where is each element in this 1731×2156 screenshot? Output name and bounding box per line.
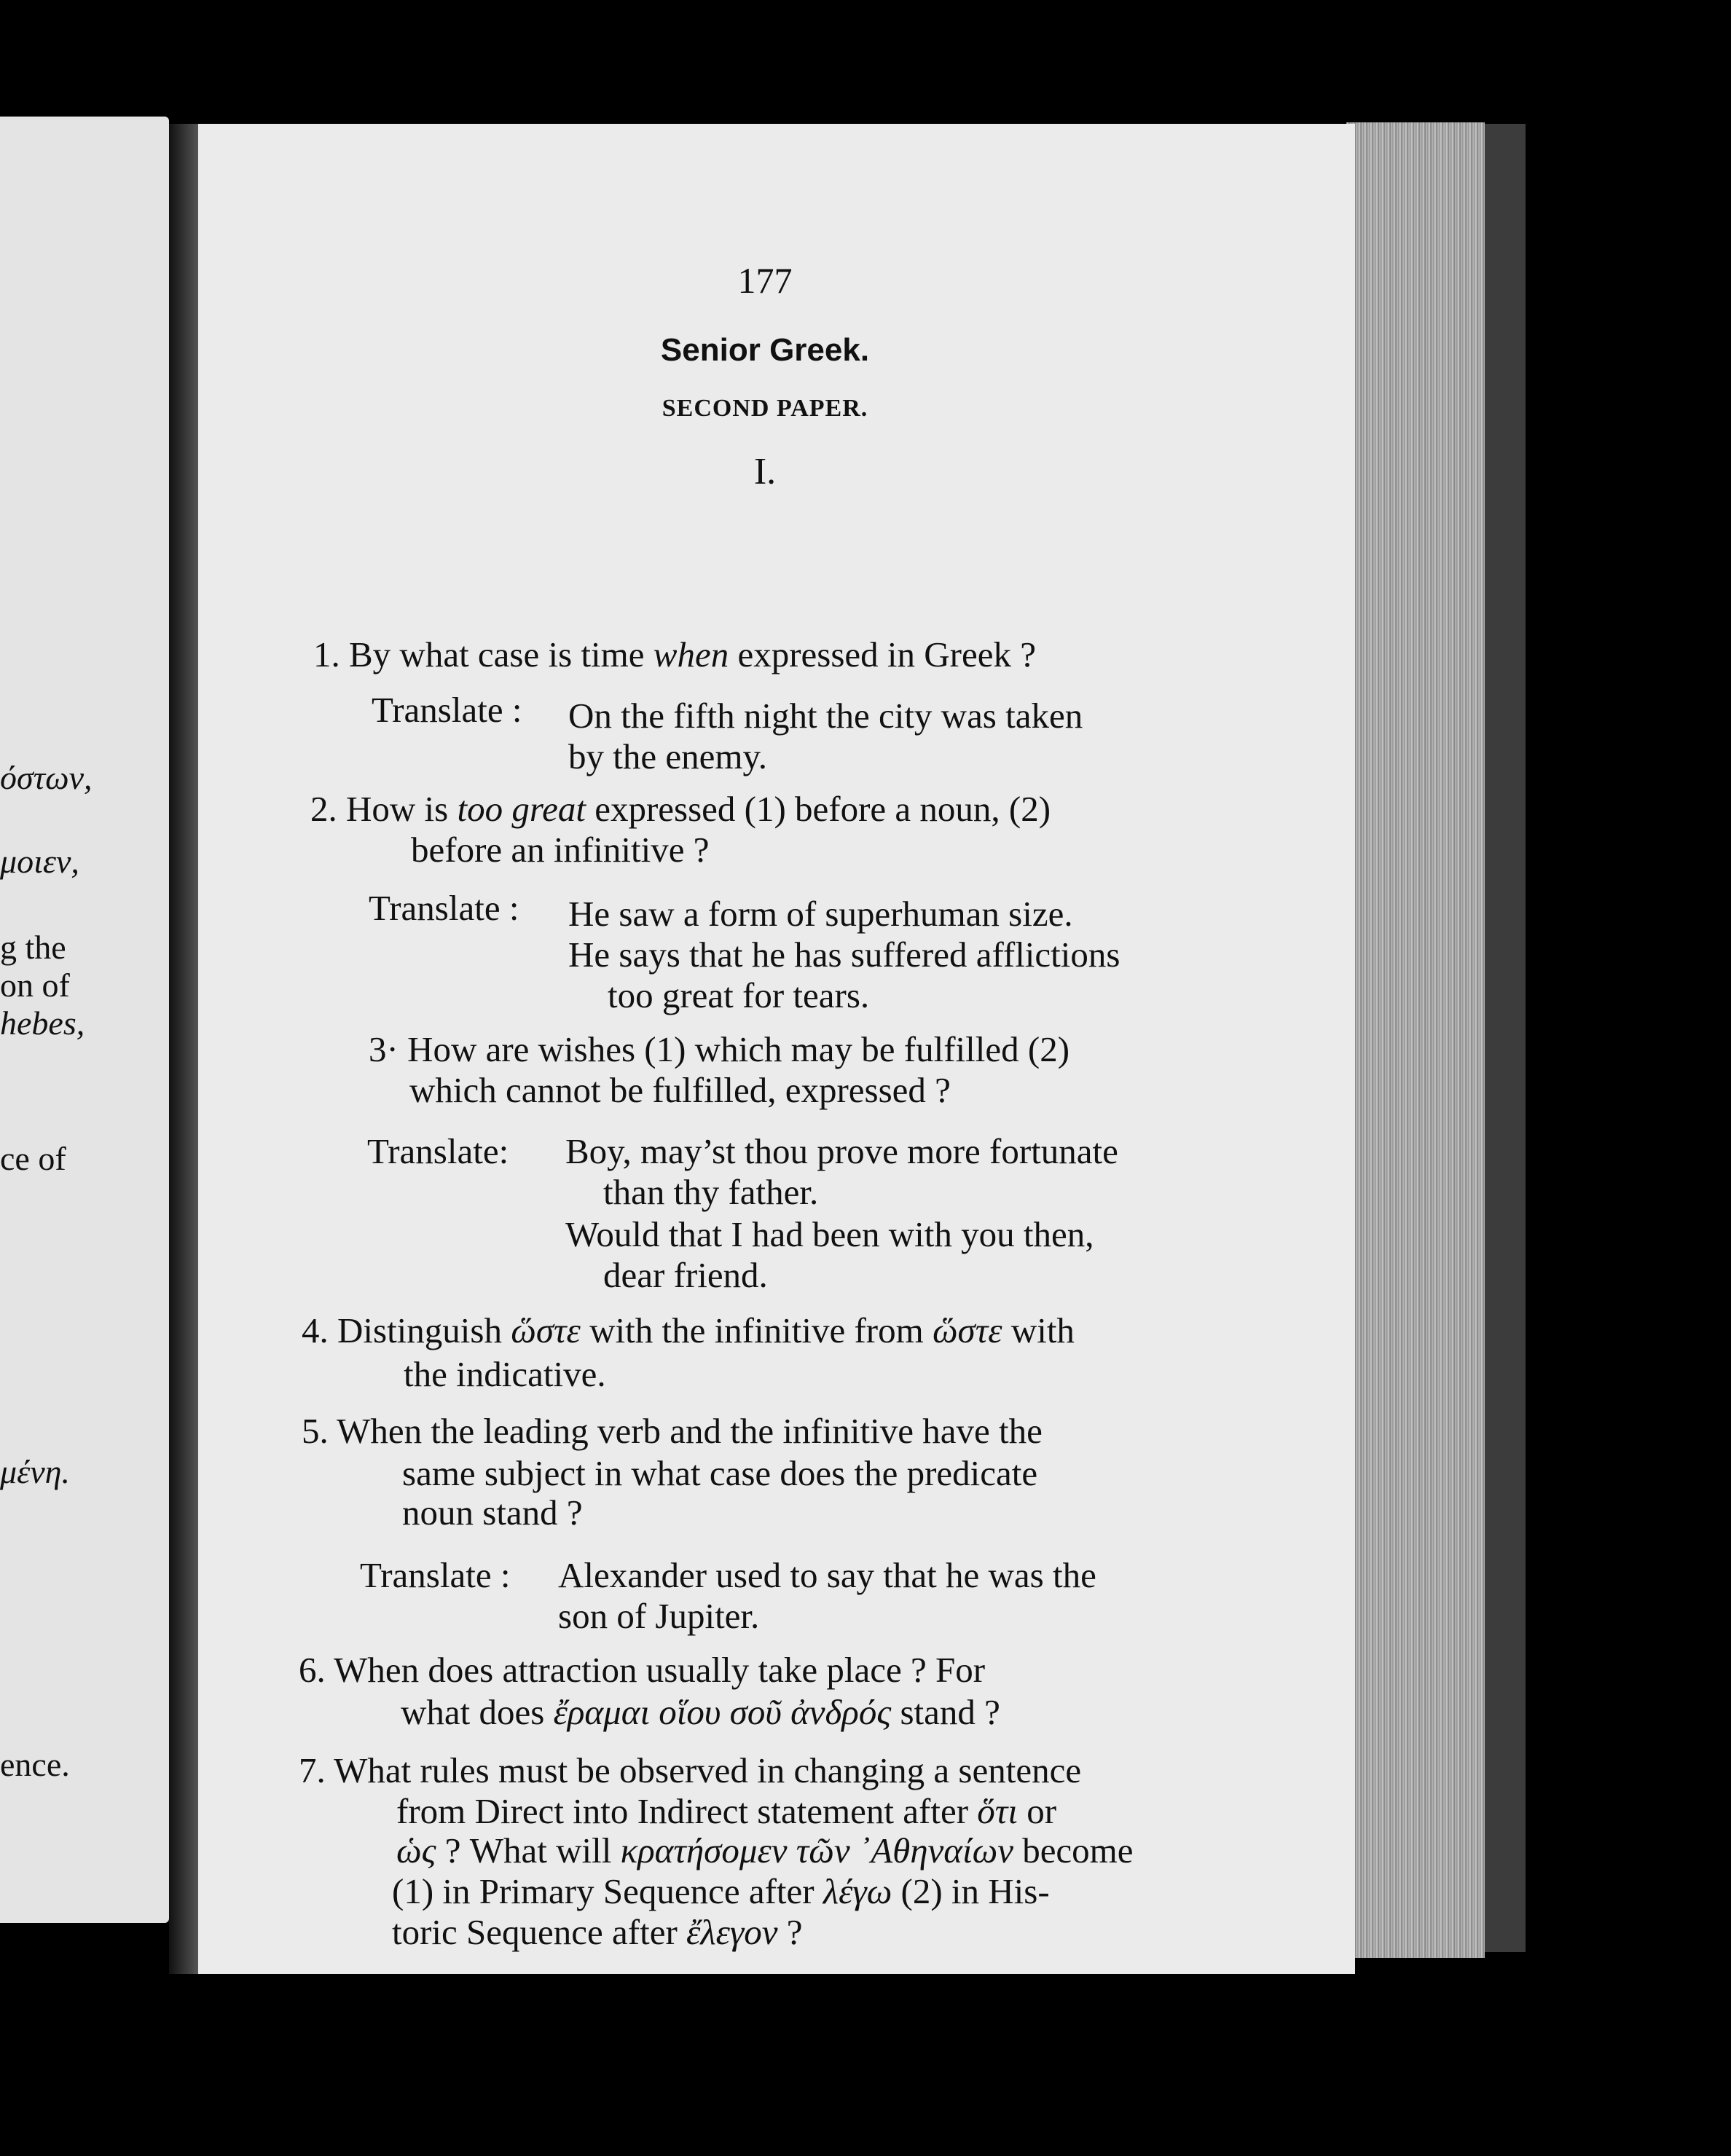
translate-label: Translate :	[372, 690, 522, 730]
translate-line: dear friend.	[603, 1255, 768, 1295]
left-fragment: hebes,	[0, 1004, 85, 1042]
translate-line: On the fifth night the city was taken	[568, 696, 1083, 736]
question-continuation: from Direct into Indirect statement after ὅτι or	[396, 1791, 1057, 1831]
question-4: 4. Distinguish ὥστε with the infinitive from ὥστε with	[302, 1310, 1075, 1350]
translate-label: Translate :	[360, 1555, 511, 1595]
left-page	[0, 117, 169, 1923]
page-number: 177	[737, 260, 793, 301]
left-fragment: όστων,	[0, 759, 93, 796]
question-2: 2. How is too great expressed (1) before a noun, (2)	[310, 789, 1051, 829]
translate-label: Translate:	[367, 1131, 509, 1171]
question-continuation: toric Sequence after ἔλεγον ?	[392, 1912, 803, 1952]
page-subtitle: SECOND PAPER.	[662, 395, 868, 422]
question-continuation: noun stand ?	[402, 1492, 583, 1533]
page-content	[198, 124, 1355, 1974]
question-continuation: what does ἔραμαι οἵου σοῦ ἀνδρός stand ?	[401, 1692, 1000, 1732]
question-number: 6.	[299, 1650, 326, 1690]
book-page	[198, 124, 1355, 1974]
question-number: 5.	[302, 1411, 329, 1451]
translate-line: He says that he has suffered afflictions	[568, 935, 1120, 975]
translate-line: too great for tears.	[608, 975, 870, 1015]
left-fragment: μοιεν,	[0, 843, 79, 880]
left-fragment: g the	[0, 929, 66, 966]
translate-line: Would that I had been with you then,	[565, 1214, 1094, 1254]
translate-label: Translate :	[369, 888, 519, 928]
question-number: 2.	[310, 789, 337, 829]
question-continuation: before an infinitive ?	[411, 830, 710, 870]
translate-line: son of Jupiter.	[558, 1596, 760, 1636]
translate-line: by the enemy.	[568, 736, 768, 776]
translate-line: than thy father.	[603, 1172, 819, 1212]
question-continuation: same subject in what case does the predicate	[402, 1453, 1038, 1493]
question-number: 4.	[302, 1310, 329, 1350]
question-1: 1. By what case is time when expressed in Greek ?	[313, 634, 1036, 674]
translate-line: He saw a form of superhuman size.	[568, 894, 1073, 934]
question-number: 3·	[369, 1029, 399, 1069]
question-continuation: ὡς ? What will κρατήσομεν τῶν ᾿Αθηναίων become	[396, 1830, 1134, 1870]
question-continuation: which cannot be fulfilled, expressed ?	[409, 1070, 951, 1110]
section-heading: I.	[753, 451, 777, 492]
page-edges-shadow	[1485, 124, 1526, 1952]
question-number: 1.	[313, 634, 340, 674]
translate-line: Boy, may’st thou prove more fortunate	[565, 1131, 1118, 1171]
question-7: 7. What rules must be observed in changing a sentence	[299, 1750, 1082, 1790]
left-fragment: ce of	[0, 1140, 66, 1177]
left-fragment: ence.	[0, 1746, 70, 1783]
left-fragment: on of	[0, 967, 70, 1004]
question-3: 3· How are wishes (1) which may be fulfilled (2)	[369, 1029, 1070, 1069]
question-continuation: (1) in Primary Sequence after λέγω (2) in His-	[392, 1871, 1050, 1911]
question-6: 6. When does attraction usually take place ? For	[299, 1650, 986, 1690]
translate-line: Alexander used to say that he was the	[558, 1555, 1096, 1595]
left-fragment: μένη.	[0, 1453, 70, 1490]
question-continuation: the indicative.	[404, 1354, 606, 1394]
page-edges	[1346, 122, 1485, 1958]
question-number: 7.	[299, 1750, 326, 1790]
page-title: Senior Greek.	[660, 332, 870, 368]
question-5: 5. When the leading verb and the infinitive have the	[302, 1411, 1043, 1451]
